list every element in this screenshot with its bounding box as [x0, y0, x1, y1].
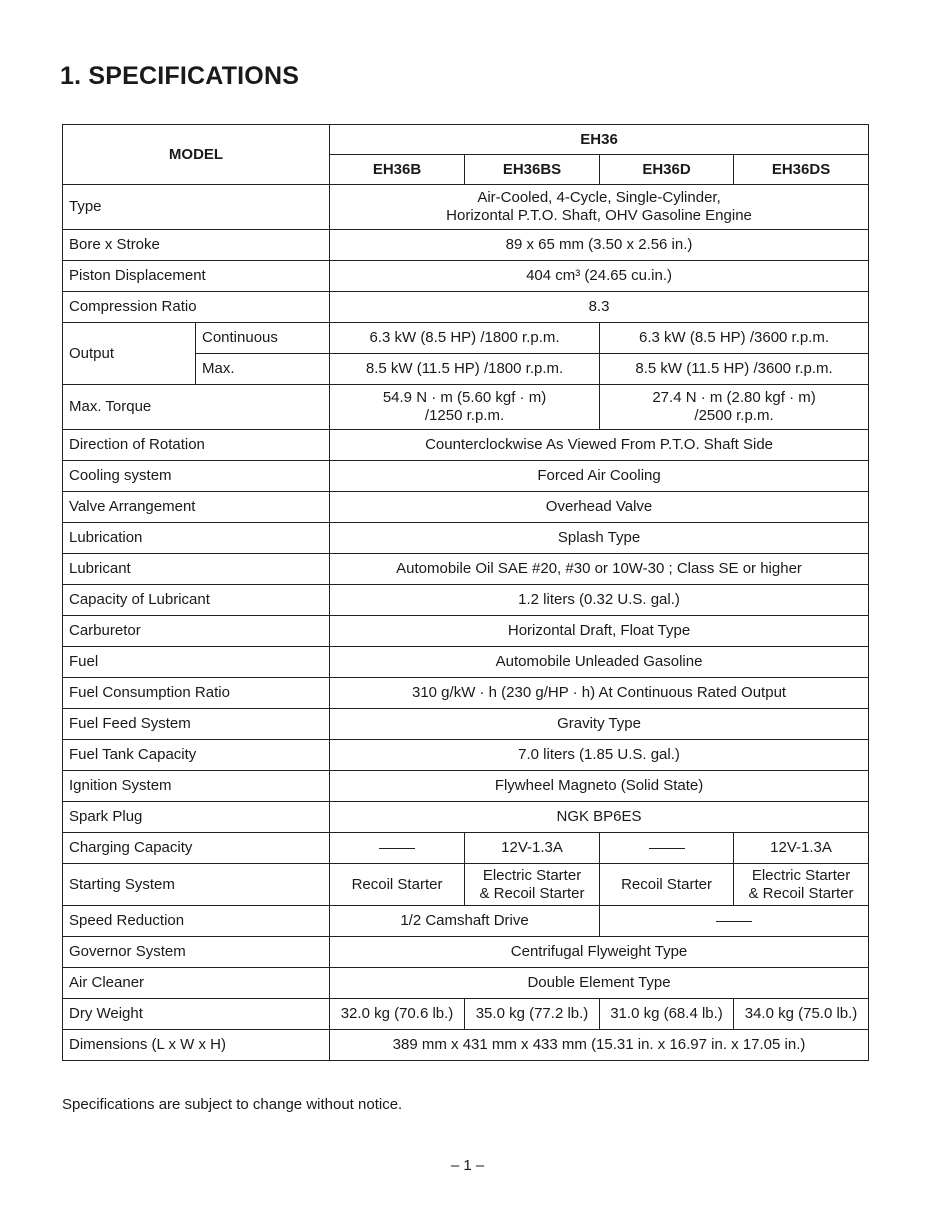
row-value [465, 864, 600, 906]
row-label: Fuel Feed System [63, 709, 330, 740]
row-label: Fuel Consumption Ratio [63, 678, 330, 709]
row-label: Spark Plug [63, 802, 330, 833]
row-value: Counterclockwise As Viewed From P.T.O. Shaft Side [330, 430, 869, 461]
row-value: 310 g/kW · h (230 g/HP · h) At Continuous Rated Output [330, 678, 869, 709]
row-label: Ignition System [63, 771, 330, 802]
row-label: Air Cleaner [63, 968, 330, 999]
row-value [330, 833, 465, 864]
row-value: 389 mm x 431 mm x 433 mm (15.31 in. x 16.97 in. x 17.05 in.) [330, 1030, 869, 1061]
spec-row-charging [63, 833, 869, 864]
spec-row-dry-weight [63, 999, 869, 1030]
variant-header: EH36D [600, 155, 734, 185]
value-line: /1250 r.p.m. [424, 407, 505, 424]
row-value [330, 385, 600, 430]
row-value: 32.0 kg (70.6 lb.) [330, 999, 465, 1030]
row-label: Direction of Rotation [63, 430, 330, 461]
row-value: NGK BP6ES [330, 802, 869, 833]
page-number: – 1 – [450, 1157, 485, 1174]
dash-mark [649, 848, 685, 849]
row-value: 6.3 kW (8.5 HP) /1800 r.p.m. [330, 323, 600, 354]
spec-row-lube-capacity [63, 585, 869, 616]
spec-row-bore [63, 230, 869, 261]
dash-mark [716, 921, 752, 922]
row-value [330, 185, 869, 230]
row-label: Type [63, 185, 330, 230]
spec-row-displacement [63, 261, 869, 292]
spec-row-governor [63, 937, 869, 968]
value-line: & Recoil Starter [479, 884, 585, 902]
spec-row-cooling [63, 461, 869, 492]
row-value: Horizontal Draft, Float Type [330, 616, 869, 647]
value-line: Air-Cooled, 4-Cycle, Single-Cylinder, [477, 189, 721, 206]
row-value: Splash Type [330, 523, 869, 554]
value-line: 54.9 N · m (5.60 kgf · m) [382, 389, 547, 406]
value-line: & Recoil Starter [748, 884, 854, 902]
row-label: Carburetor [63, 616, 330, 647]
row-label: Lubrication [63, 523, 330, 554]
row-label: Governor System [63, 937, 330, 968]
spec-row-air-cleaner [63, 968, 869, 999]
row-value: 1.2 liters (0.32 U.S. gal.) [330, 585, 869, 616]
spec-row-spark-plug [63, 802, 869, 833]
row-label: Charging Capacity [63, 833, 330, 864]
row-value: Overhead Valve [330, 492, 869, 523]
spec-row-lubrication [63, 523, 869, 554]
spec-row-speed-reduction [63, 906, 869, 937]
row-label: Capacity of Lubricant [63, 585, 330, 616]
variant-header: EH36DS [734, 155, 869, 185]
row-label: Speed Reduction [63, 906, 330, 937]
row-label: Max. Torque [63, 385, 330, 430]
row-value [600, 906, 869, 937]
row-value: 35.0 kg (77.2 lb.) [465, 999, 600, 1030]
value-line: 27.4 N · m (2.80 kgf · m) [652, 389, 816, 406]
spec-row-fuel-feed [63, 709, 869, 740]
row-label: Starting System [63, 864, 330, 906]
row-label: Cooling system [63, 461, 330, 492]
row-label: Bore x Stroke [63, 230, 330, 261]
spec-row-valve [63, 492, 869, 523]
row-value: 12V-1.3A [734, 833, 869, 864]
row-value: 8.3 [330, 292, 869, 323]
row-value [734, 864, 869, 906]
row-value: 404 cm³ (24.65 cu.in.) [330, 261, 869, 292]
value-line: /2500 r.p.m. [694, 407, 774, 424]
spec-row-dimensions [63, 1030, 869, 1061]
row-value: Automobile Unleaded Gasoline [330, 647, 869, 678]
row-value: Gravity Type [330, 709, 869, 740]
row-value: 12V-1.3A [465, 833, 600, 864]
row-value: Recoil Starter [330, 864, 465, 906]
spec-row-compression [63, 292, 869, 323]
spec-row-carburetor [63, 616, 869, 647]
spec-row-torque [63, 385, 869, 430]
spec-row-fuel-tank [63, 740, 869, 771]
row-label: Dimensions (L x W x H) [63, 1030, 330, 1061]
page-title: 1. SPECIFICATIONS [60, 62, 300, 90]
row-label: Dry Weight [63, 999, 330, 1030]
row-value: 89 x 65 mm (3.50 x 2.56 in.) [330, 230, 869, 261]
variant-header: EH36BS [465, 155, 600, 185]
sub-label: Max. [196, 354, 330, 385]
spec-row-starting [63, 864, 869, 906]
row-value: 6.3 kW (8.5 HP) /3600 r.p.m. [600, 323, 869, 354]
specifications-table [62, 124, 869, 1061]
spec-row-output-continuous [63, 323, 869, 354]
spec-row-ignition [63, 771, 869, 802]
row-value: Recoil Starter [600, 864, 734, 906]
row-value: Double Element Type [330, 968, 869, 999]
row-label: Valve Arrangement [63, 492, 330, 523]
row-value: 31.0 kg (68.4 lb.) [600, 999, 734, 1030]
row-value: Flywheel Magneto (Solid State) [330, 771, 869, 802]
value-line: Electric Starter [482, 866, 582, 884]
row-value: Forced Air Cooling [330, 461, 869, 492]
header-row-family [63, 125, 869, 155]
spec-row-lubricant [63, 554, 869, 585]
row-label: Piston Displacement [63, 261, 330, 292]
row-value: 8.5 kW (11.5 HP) /1800 r.p.m. [330, 354, 600, 385]
row-value: Automobile Oil SAE #20, #30 or 10W-30 ; Class SE or higher [330, 554, 869, 585]
row-value: Centrifugal Flyweight Type [330, 937, 869, 968]
row-label: Output [63, 323, 196, 385]
row-value: 34.0 kg (75.0 lb.) [734, 999, 869, 1030]
value-line: Horizontal P.T.O. Shaft, OHV Gasoline Engine [446, 207, 752, 224]
row-value [600, 833, 734, 864]
row-value [600, 385, 869, 430]
variant-header: EH36B [330, 155, 465, 185]
spec-row-fuel-consumption [63, 678, 869, 709]
sub-label: Continuous [196, 323, 330, 354]
row-value: 7.0 liters (1.85 U.S. gal.) [330, 740, 869, 771]
row-value: 1/2 Camshaft Drive [330, 906, 600, 937]
row-label: Fuel [63, 647, 330, 678]
value-line: Electric Starter [751, 866, 851, 884]
row-label: Fuel Tank Capacity [63, 740, 330, 771]
spec-row-type [63, 185, 869, 230]
dash-mark [379, 848, 415, 849]
row-label: Lubricant [63, 554, 330, 585]
footnote: Specifications are subject to change without notice. [62, 1096, 403, 1113]
model-family-header: EH36 [330, 125, 869, 155]
row-label: Compression Ratio [63, 292, 330, 323]
spec-row-fuel [63, 647, 869, 678]
model-header: MODEL [63, 125, 330, 185]
row-value: 8.5 kW (11.5 HP) /3600 r.p.m. [600, 354, 869, 385]
spec-row-rotation [63, 430, 869, 461]
